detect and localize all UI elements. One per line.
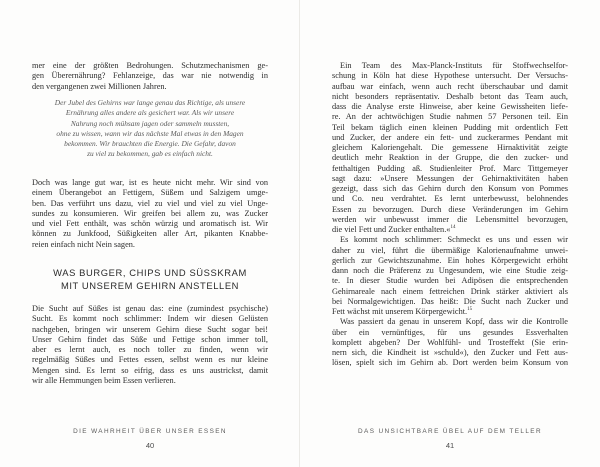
text-line: sundes zu konsumieren. Wir greifen bei allem zu, was Zucker <box>32 208 268 218</box>
text-line: und Co. neu verdrahtet. Es lernt unterbewusst, belohnendes <box>332 194 568 204</box>
text-line: den vergangenen zwei Millionen Jahren. <box>32 81 167 91</box>
text-line: gezeigt, dass sich das Gehirn durch den Konsum von Pommes <box>332 184 568 193</box>
line-text: Fett wächst mit unserem Körpergewicht. <box>332 307 468 316</box>
text-line: können zu Junkfood, Süßigkeiten aller Art, pikanten Knabbe- <box>32 229 268 239</box>
text-line: Es kommt noch schlimmer: Schmeckt es uns und essen wir <box>340 235 568 245</box>
text-line: Doch was lange gut war, ist es heute nicht mehr. Wir sind von <box>32 178 268 187</box>
quote-line: ohne zu wissen, wann wir das nächste Mal etwas in den Magen <box>56 128 244 138</box>
running-footer: DAS UNSICHTBARE ÜBEL AUF DEM TELLER <box>358 428 542 435</box>
text-line: fetthaltigen Pudding aß. Studienleiter Prof. Marc Tittgemeyer <box>332 163 568 173</box>
text-line: lösen, spielt sich im Gehirn ab. Dort werden beim Konsum von <box>332 358 568 368</box>
text-line: einem Überangebot an Fettigem, Süßem und Salzigem umge- <box>32 188 268 198</box>
running-footer: DIE WAHRHEIT ÜBER UNSER ESSEN <box>73 428 227 435</box>
text-line: Unser Gehirn findet das Süße und Fettige schon immer toll, <box>32 334 268 344</box>
footnote-mark: 15 <box>467 307 473 313</box>
text-line: mer eine der größten Bedrohungen. Schutzmechanismen ge- <box>32 61 268 70</box>
text-line: Mengen sind. Es lernt so eifrig, dass es uns austrickst, damit <box>32 365 268 375</box>
text-line: dann noch die Präferenz zu Ungesundem, wie eine Studie zeig- <box>332 266 568 275</box>
text-line: komplett abgeben? Der Wohlfühl- und Trosteffekt (Sie erin- <box>332 337 568 347</box>
left-body-paragraph <box>32 178 268 250</box>
text-line: gerlich zur Gewichtszunahme. Ein hohes Körpergewicht erhöht <box>332 255 568 265</box>
text-line: aufbau war einfach, wenn auch recht überschaubar und damit <box>332 81 568 91</box>
quote-line: bekommen. Wir brauchten die Energie. Die Gefahr, davon <box>64 139 236 149</box>
text-line: nern sich, die Kindheit ist »schuld«), den Zucker und Fett aus- <box>332 348 568 357</box>
text-line: und Zucker, der andere ein fett- und zuckerarmes Pendant mit <box>332 132 568 142</box>
text-line: Ein Team des Max-Planck-Instituts für Stoffwechselfor- <box>340 61 568 70</box>
text-line <box>332 225 568 235</box>
text-line: werden wir unbewusst immer die Lebensmittel bevorzugen, <box>332 214 568 224</box>
text-line: gen Überernährung? Fehlanzeige, das war nie notwendig in <box>32 71 268 81</box>
text-line: Essen zu bevorzugen. Durch diese Veränderungen im Gehirn <box>332 204 568 214</box>
line-text: die viel Fett und Zucker enthalten.« <box>332 225 451 234</box>
text-line: Teil bekam täglich einen kleinen Pudding mit ordentlich Fett <box>332 122 568 132</box>
text-line: schung in Köln hat diese Hypothese untersucht. Der Versuchs- <box>332 71 568 81</box>
text-line: ben. Das verführt uns dazu, viel zu viel und viel zu viel Unge- <box>32 198 268 208</box>
text-line: te. In dieser Studie wurden bei Adipösen die entsprechenden <box>332 276 568 286</box>
text-line: nachgeben, bringen wir unserem Gehirn diese Sucht sogar bei! <box>32 324 268 334</box>
text-line: Die Sucht auf Süßes ist genau das: eine (zumindest psychische) <box>32 304 268 313</box>
right-body-text <box>332 61 568 369</box>
footnote-mark: 14 <box>450 225 456 231</box>
quote-line: Ernährung alles andere als gesichert war. Als wir unsere <box>65 108 235 118</box>
text-line: aber es lernt auch, es noch toller zu finden, wenn wir <box>32 345 268 354</box>
text-line: dass die Analyse erste Hinweise, aber keine Gewissheiten liefe- <box>332 102 568 111</box>
page-number: 41 <box>445 441 455 450</box>
text-line: über ein vernünftiges, für uns gesundes Essverhalten <box>332 327 568 337</box>
text-line: deutlich mehr Reaktion in der Gruppe, die den zucker- und <box>332 153 568 163</box>
page-number: 40 <box>145 441 155 450</box>
text-line: gleichem Kaloriengehalt. Die gemessene Hirnaktivität zeigte <box>332 143 568 152</box>
text-line <box>332 307 568 317</box>
text-line: Gehirnareale nach einem fettreichen Drink stärker aktiviert als <box>332 286 568 296</box>
left-intro-paragraph <box>32 61 268 92</box>
heading-line: WAS BURGER, CHIPS UND SÜSSKRAM <box>53 267 247 278</box>
text-line: und viel Fett enthält, was schön würzig und aromatisch ist. Wir <box>32 219 268 228</box>
text-line: wir alle Hemmungen beim Essen verlieren. <box>32 375 176 385</box>
text-line: sagt dazu: »Unsere Messungen der Gehirnaktivitäten haben <box>332 173 568 183</box>
quote-line: Nahrung noch mühsam jagen oder sammeln mussten, <box>70 118 230 128</box>
text-line: Was passiert da genau in unserem Kopf, dass wir die Kontrolle <box>340 317 568 327</box>
right-page <box>300 0 600 467</box>
section-heading <box>32 266 268 292</box>
text-line: daher zu viel, führt die übermäßige Kalorienaufnahme unwei- <box>332 245 568 255</box>
text-line: regelmäßig Süßes und Fettes essen, selbst wenn es nur kleine <box>32 355 268 365</box>
heading-line: MIT UNSEREM GEHIRN ANSTELLEN <box>60 280 240 291</box>
text-line: re. An der achtwöchigen Studie nahmen 57 Personen teil. Ein <box>332 112 568 122</box>
left-section-paragraph <box>32 304 268 386</box>
text-line: Sucht. Es kommt noch schlimmer: Indem wir diesen Gelüsten <box>32 314 268 324</box>
text-line: bei Normalgewichtigen. Das heißt: Die Sucht nach Zucker und <box>332 296 568 306</box>
pull-quote <box>32 98 268 160</box>
text-line: nicht besonders repräsentativ. Deshalb betont das Team auch, <box>332 91 568 101</box>
quote-line: zu viel zu bekommen, gab es einfach nicht. <box>87 149 213 159</box>
quote-line: Der Jubel des Gehirns war lange genau das Richtige, als unsere <box>54 98 246 107</box>
text-line: reien einfach nicht Nein sagen. <box>32 239 135 249</box>
